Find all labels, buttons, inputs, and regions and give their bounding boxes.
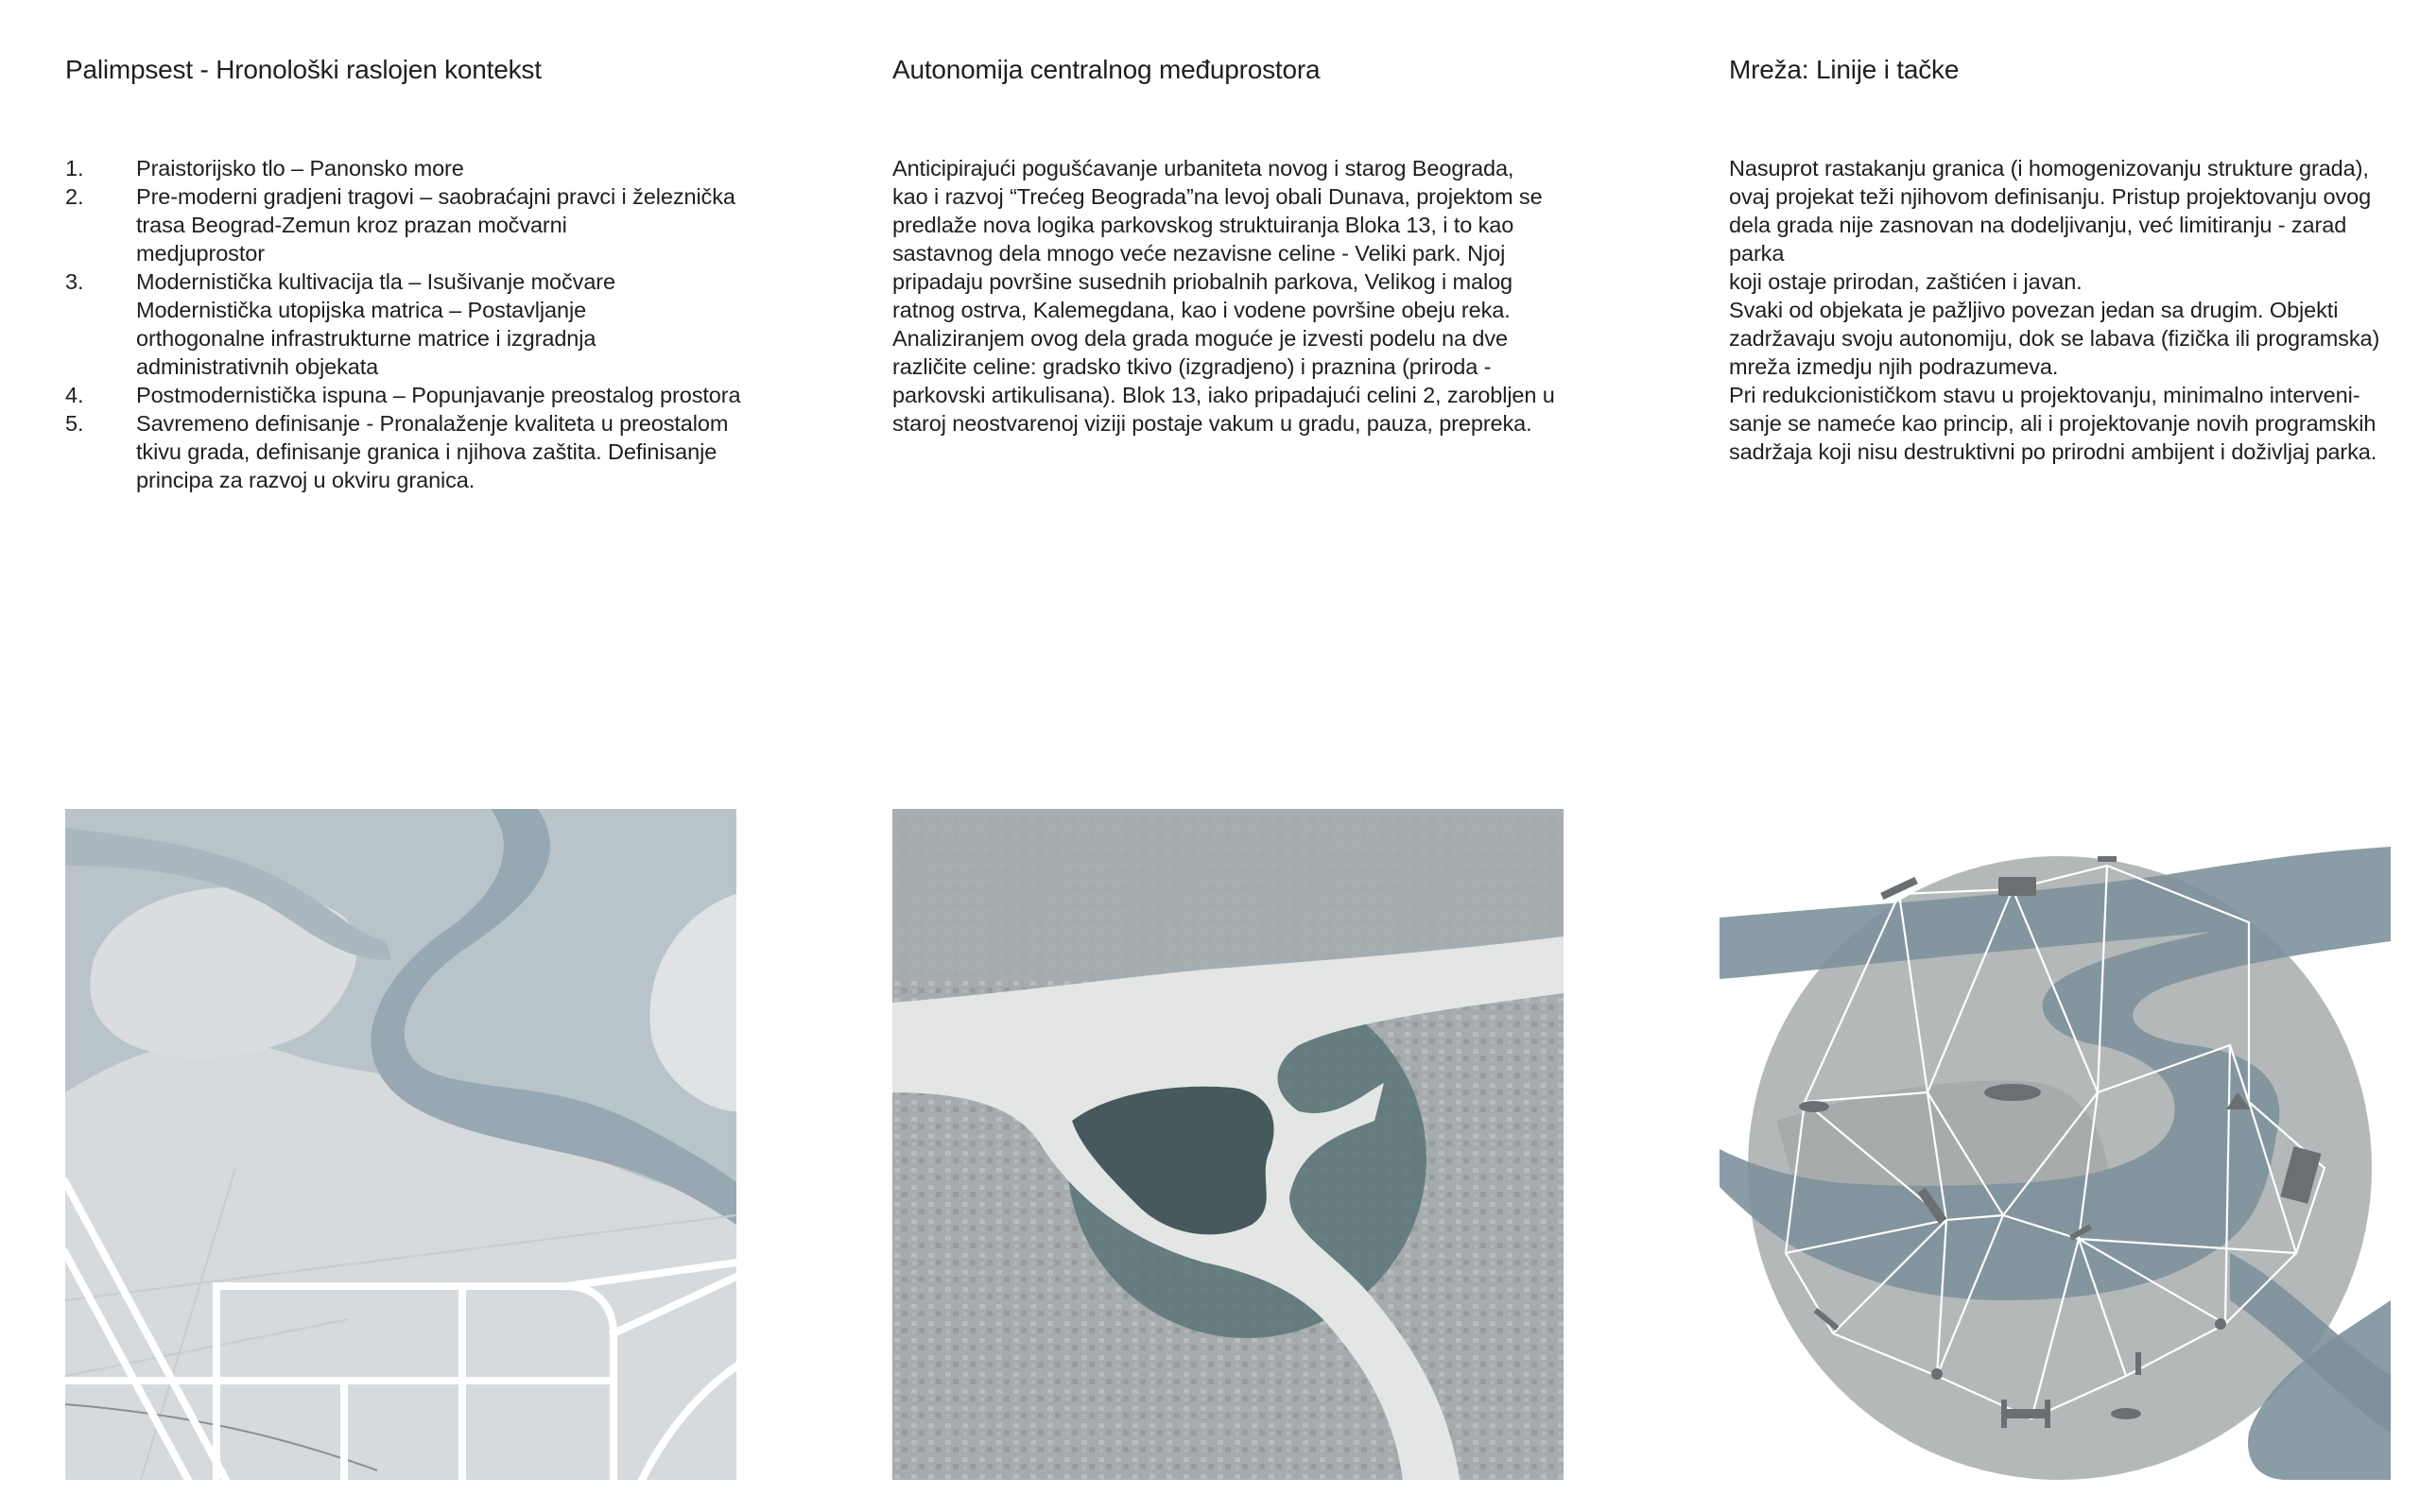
list-item: 2. Pre-moderni gradjeni tragovi – saobraćajni pravci i železnička trasa Beograd-Zemun kroz prazan močvarni medjuprostor: [65, 184, 735, 266]
aerial-map-circle: [892, 809, 1564, 1480]
steps-list: [65, 154, 740, 494]
network-map: [1720, 809, 2391, 1480]
section-title: Mreža: Linije i tačke: [1729, 55, 1960, 84]
list-item: 5. Savremeno definisanje - Pronalaženje kvaliteta u preostalom tkivu grada, definisanje granica i njihova zaštita. Definisanje principa za razvoj u okviru granica.: [65, 411, 729, 492]
section-title: Palimpsest - Hronološki raslojen kontekst: [65, 55, 542, 84]
section-title: Autonomija centralnog međuprostora: [892, 55, 1321, 84]
palimpsest-map: [65, 809, 736, 1480]
list-item: 4. Postmodernistička ispuna – Popunjavanje preostalog prostora: [65, 383, 741, 407]
list-item: 3. Modernistička kultivacija tla – Isušivanje močvare Modernistička utopijska matrica – Postavljanje orthogonalne infrastrukturne matrice i izgradnja administrativnih objekata: [65, 269, 615, 379]
section-body: Anticipirajući pogušćavanje urbaniteta novog i starog Beograda, kao i razvoj “Trećeg Beograda”na levoj obali Dunava, projektom se predlaže nova logika parkovskog struktuiranja Bloka 13, i to kao sastavnog dela mnogo veće nezavisne celine - Veliki park. Njoj pripadaju površine susednih priobalnih parkova, Velikog i malog ratnog ostrva, Kalemegdana, kao i vodene površine obeju reka. Analiziranjem ovog dela grada moguće je izvesti podelu na dve različite celine: gradsko tkivo (izgradjeno) i praznina (priroda - parkovski artikulisana). Blok 13, iako pripadajući celini 2, zarobljen u staroj neostvarenoj viziji postaje vakum u gradu, pauza, prepreka.: [892, 156, 1555, 436]
list-item: 1. Praistorijsko tlo – Panonsko more: [65, 156, 464, 180]
section-body: Nasuprot rastakanju granica (i homogenizovanju strukture grada), ovaj projekat teži njihovom definisanju. Pristup projektovanju ovog dela grada nije zasnovan na dodeljivanju, već limitiranju - zarad parka koji ostaje prirodan, zaštićen i javan. Svaki od objekata je pažljivo povezan jedan sa drugim. Objekti zadržavaju svoju autonomiju, dok se labava (fizička ili programska) mreža izmedju njih podrazumeva. Pri redukcionističkom stavu u projektovanju, minimalno interveni- sanje se nameće kao princip, ali i projektovanje novih programskih sadržaja koji nisu destruktivni po prirodni ambijent i doživljaj parka.: [1729, 156, 2380, 464]
